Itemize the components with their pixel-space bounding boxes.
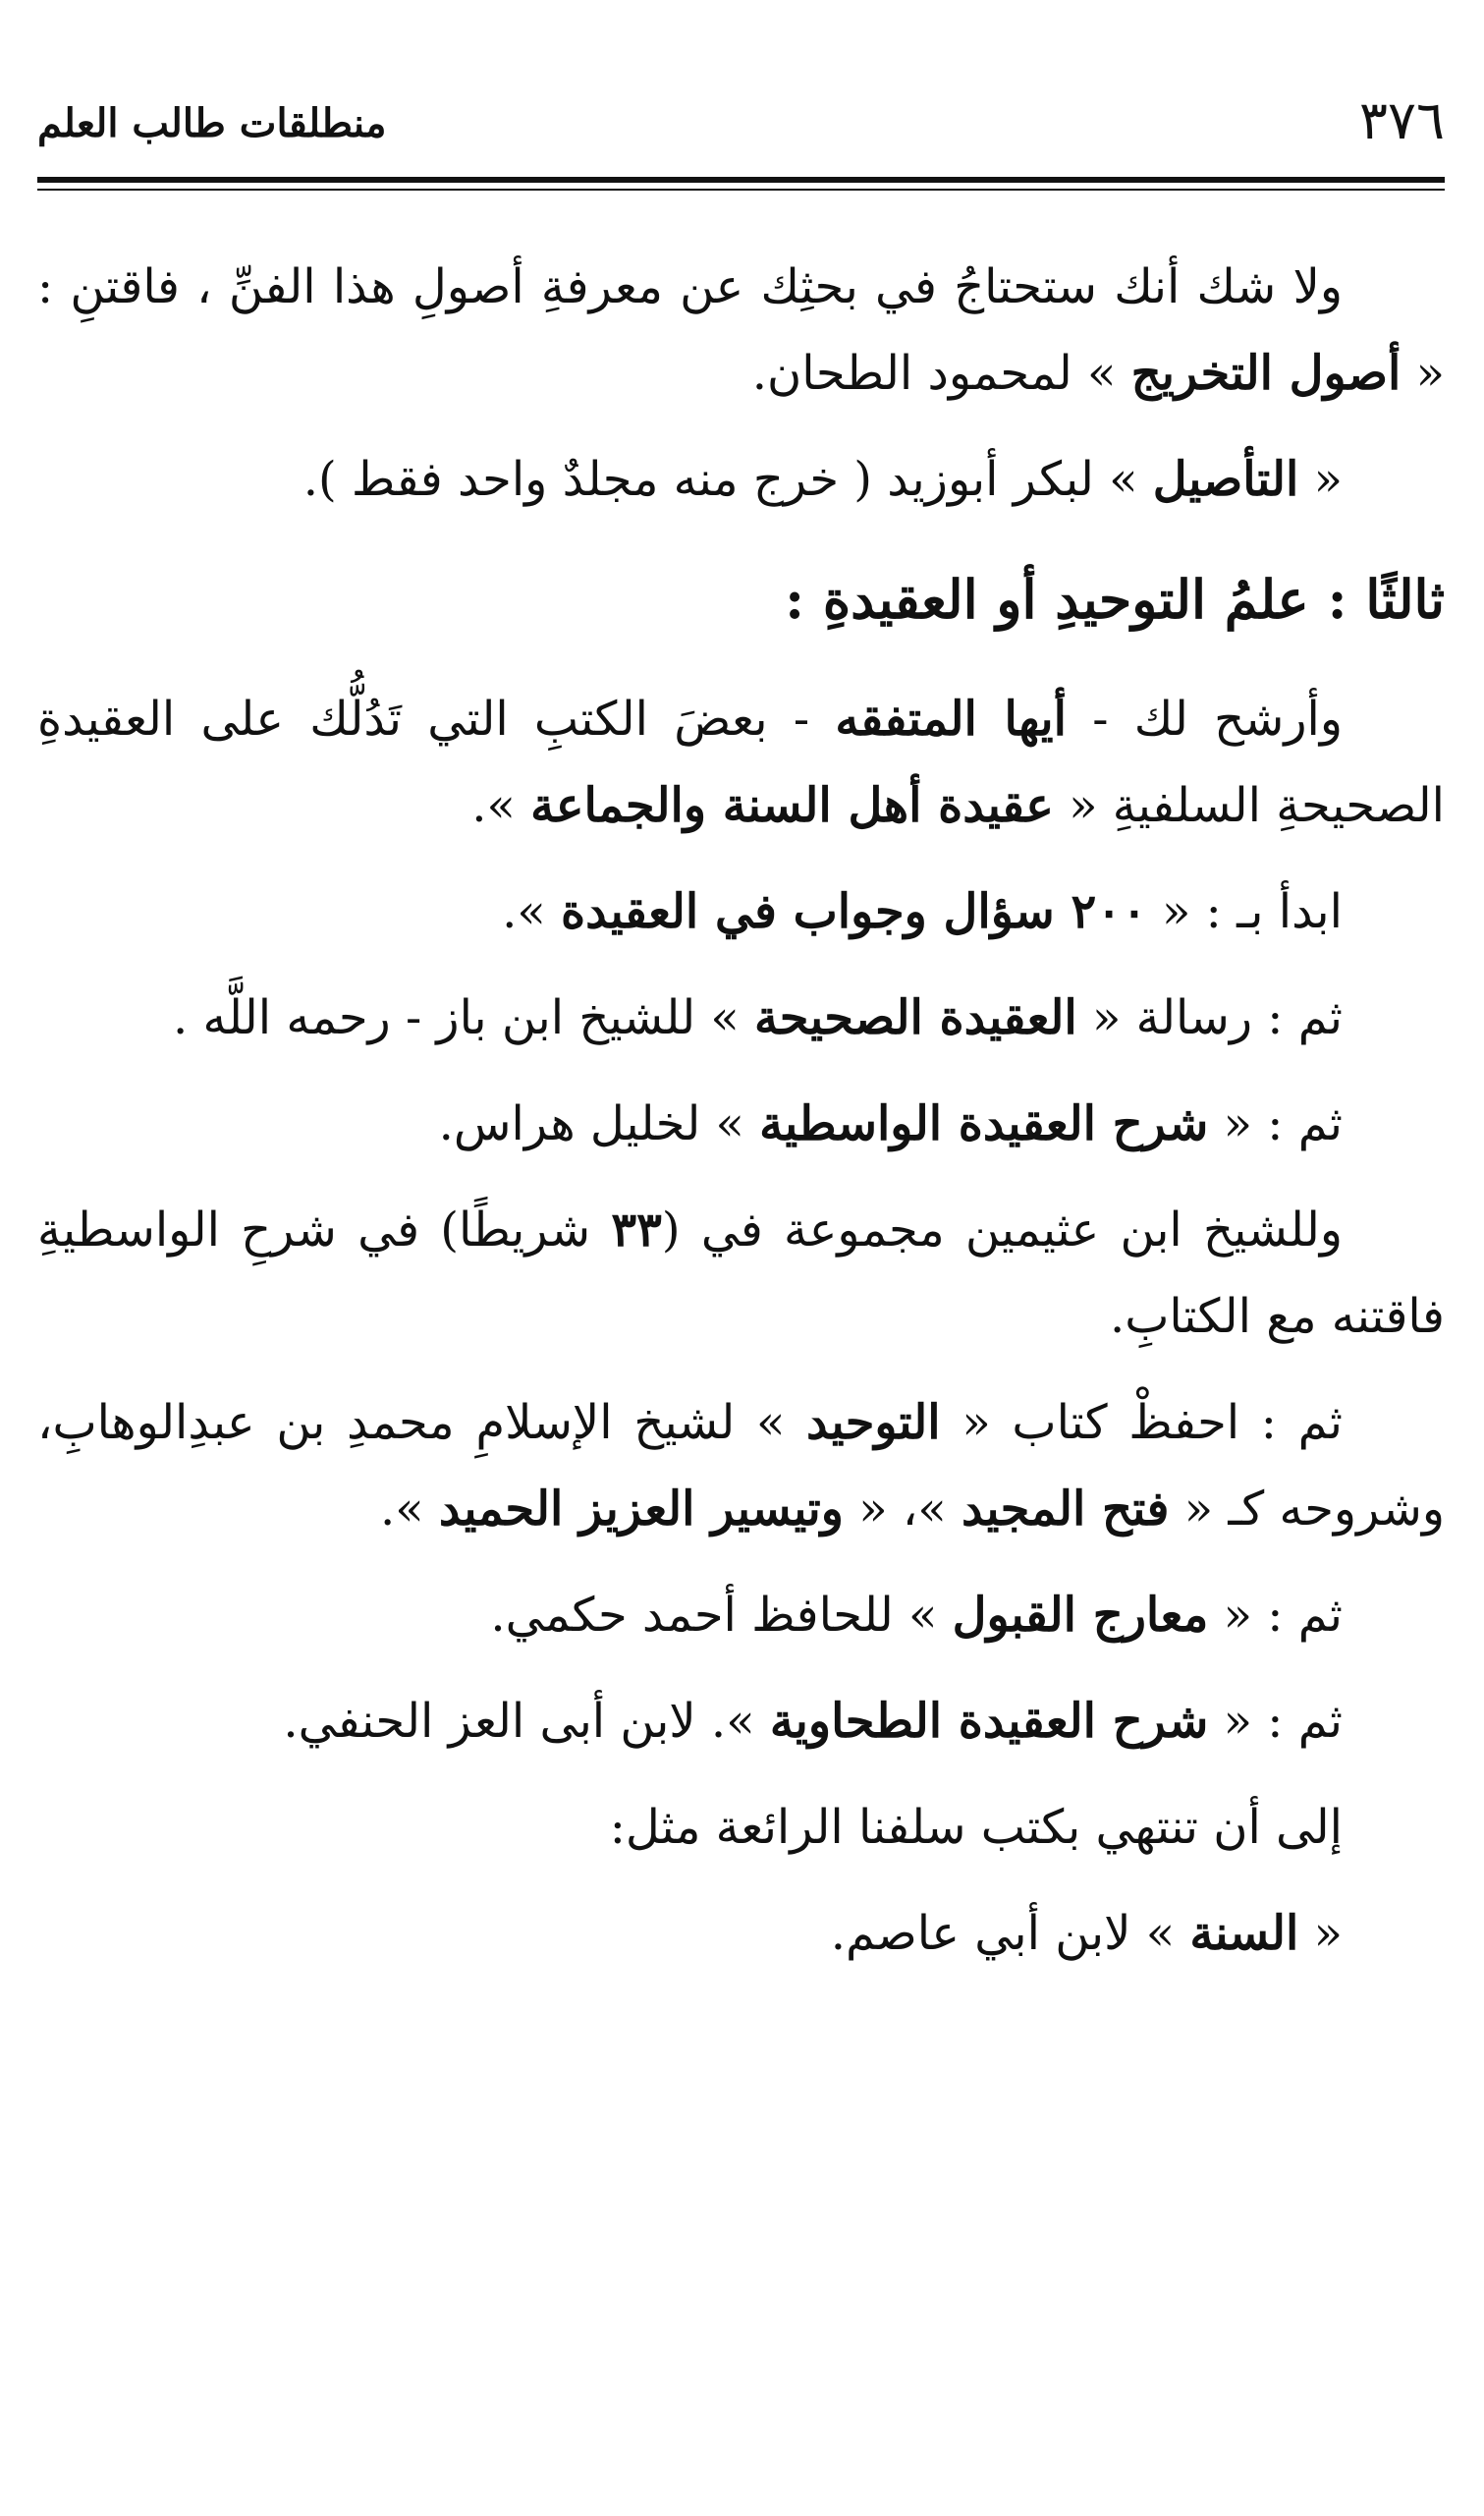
book-title: ٢٠٠ سؤال وجواب في العقيدة xyxy=(561,884,1147,939)
paragraph-kitab-tawhid: ثم : احفظْ كتاب « التوحيد » لشيخ الإسلامِ محمدِ بن عبدِالوهابِ، وشروحه كـ « فتح المجيد »، « وتيسير العزيز الحميد ». xyxy=(37,1395,1445,1537)
paragraph-taseel: « التأصيل » لبكر أبوزيد ( خرج منه مجلدٌ واحد فقط ). xyxy=(302,452,1343,507)
header-rule-thick xyxy=(37,177,1445,183)
book-title: العقيدة الصحيحة xyxy=(754,990,1077,1045)
book-title: أصول التخريج xyxy=(1130,346,1402,401)
page-body xyxy=(37,244,1445,1977)
book-title: السنة xyxy=(1189,1906,1299,1961)
paragraph-intro-aqeedah: وأرشح لك - أيها المتفقه - بعضَ الكتبِ التي تَدُلُّك على العقيدةِ الصحيحةِ السلفيةِ « عقيدة أهل السنة والجماعة ». xyxy=(37,692,1445,833)
book-title: التأصيل xyxy=(1152,452,1299,507)
book-title: شرح العقيدة الواسطية xyxy=(759,1096,1209,1151)
book-title: فتح المجيد xyxy=(961,1482,1170,1537)
page-number: ٣٧٦ xyxy=(1358,89,1445,151)
paragraph-sunnah: « السنة » لابن أبي عاصم. xyxy=(830,1906,1343,1961)
paragraph-start-with: ابدأ بـ : « ٢٠٠ سؤال وجواب في العقيدة ». xyxy=(502,884,1343,939)
book-title: وتيسير العزيز الحميد xyxy=(438,1482,844,1537)
running-title: منطلقات طالب العلم xyxy=(37,100,387,146)
paragraph-maarij: ثم : « معارج القبول » للحافظ أحمد حكمي. xyxy=(490,1588,1343,1643)
page-header xyxy=(37,86,1445,155)
paragraph-salaf-books: إلى أن تنتهي بكتب سلفنا الرائعة مثل: xyxy=(609,1800,1343,1855)
book-title: التوحيد xyxy=(806,1395,941,1450)
book-title: عقيدة أهل السنة والجماعة xyxy=(530,778,1054,833)
book-title: معارج القبول xyxy=(952,1588,1209,1643)
book-title: شرح العقيدة الطحاوية xyxy=(769,1694,1209,1749)
paragraph-takhrij-books: ولا شك أنك ستحتاجُ في بحثِك عن معرفةِ أصولِ هذا الفنِّ ، فاقتنِ : « أصول التخريج » لمحمود الطحان. xyxy=(37,259,1445,401)
paragraph-ibn-baz: ثم : رسالة « العقيدة الصحيحة » للشيخ ابن باز - رحمه اللَّه . xyxy=(172,990,1343,1045)
tape-count: ٣٣ xyxy=(611,1202,662,1258)
header-rule-thin xyxy=(37,189,1445,191)
paragraph-wasitiyyah: ثم : « شرح العقيدة الواسطية » لخليل هراس. xyxy=(438,1096,1343,1151)
address-phrase: أيها المتفقه xyxy=(835,692,1068,747)
section-heading: ثالثًا : علمُ التوحيدِ أو العقيدةِ : xyxy=(785,568,1445,631)
paragraph-uthaymin-tapes: وللشيخ ابن عثيمين مجموعة في (٣٣ شريطًا) في شرحِ الواسطيةِ فاقتنه مع الكتابِ. xyxy=(37,1202,1445,1344)
paragraph-tahawiyyah: ثم : « شرح العقيدة الطحاوية ». لابن أبى العز الحنفي. xyxy=(283,1694,1343,1749)
